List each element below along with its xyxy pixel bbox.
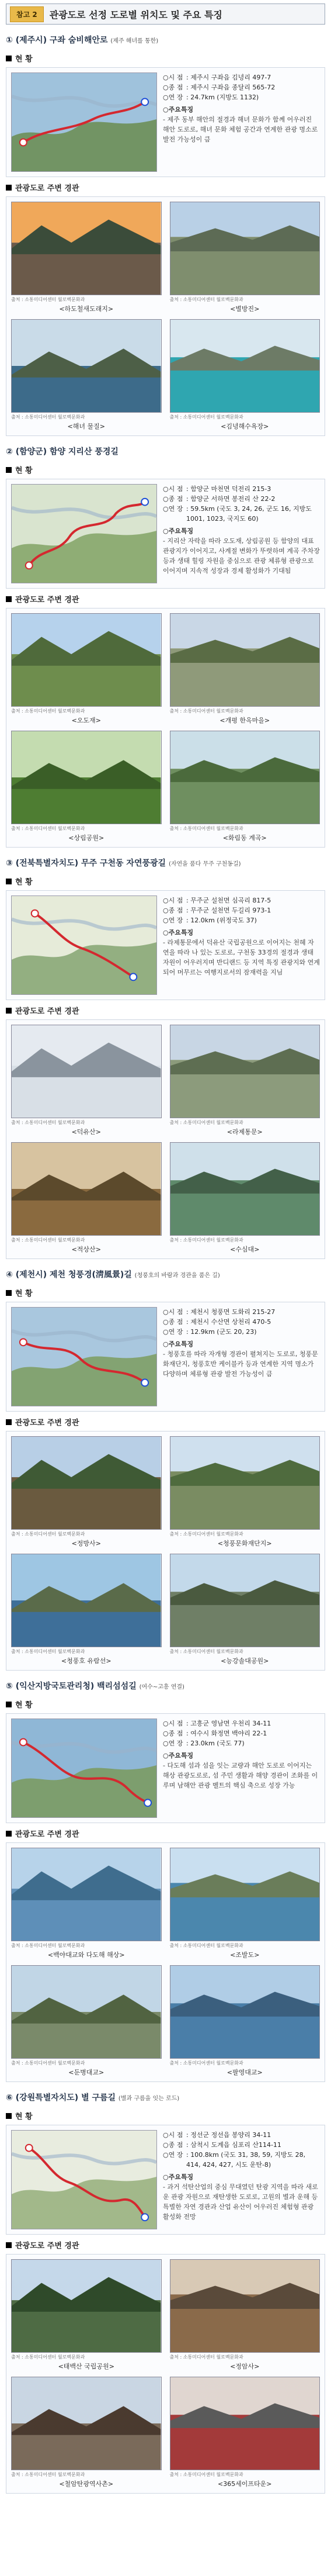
square-bullet-icon (6, 56, 12, 61)
scenery-photo-2: 출처 : 소통미디어센터 월로벡문화과 <정암사> (170, 2259, 320, 2371)
fact-end: ○종 점 : 삼척시 도계읍 심포리 산114-11 (163, 2141, 281, 2149)
fact-end: ○종 점 : 제주시 구좌읍 종달리 565-72 (163, 84, 276, 92)
present-box (6, 67, 325, 177)
photo-caption: <김녕해수욕장> (221, 423, 269, 430)
photo-caption: <조발도> (230, 1951, 260, 1959)
fact-start: ○시 점 : 함양군 마천면 덕전리 215-3 (163, 485, 271, 493)
region-4 (6, 1265, 325, 1671)
photo-image (170, 1965, 320, 2059)
present-heading: 현 황 (6, 464, 325, 475)
features-text: - 청풍호를 따라 자개형 경관이 펼쳐지는 도로로, 청풍문화재단지, 청풍호반 케이블카 등과 연계한 지역 명소가 다양하며 체류형 관광 발전 가능성이 큼 (163, 1350, 318, 1378)
photo-image (170, 1554, 320, 1647)
present-heading: 현 황 (6, 2110, 325, 2121)
region-title: ① (제주시) 구좌 숨비해안로 (제주 해녀를 통한) (6, 36, 159, 45)
photo-caption: <화림동 계곡> (222, 834, 267, 842)
region-title: ⑥ (강원특별자치도) 별 구름길 (별과 구름을 잇는 로드) (6, 2093, 180, 2103)
photo-image (170, 319, 320, 413)
fact-length: ○연 장 : 23.0km (국도 77) (163, 1740, 245, 1748)
photo-caption: <철암탄광역사촌> (59, 2480, 114, 2488)
scenery-photo-4: 출처 : 소통미디어센터 월로벡문화과 <김녕해수욕장> (170, 319, 320, 431)
fact-start: ○시 점 : 무주군 설천면 심곡리 817-5 (163, 897, 271, 904)
scenery-photo-4: 출처 : 소통미디어센터 월로벡문화과 <365세이프타운> (170, 2377, 320, 2488)
features-title: ○주요특징 (163, 1752, 194, 1760)
photo-caption: <덕유산> (71, 1128, 101, 1136)
scenery-photo-4: 출처 : 소통미디어센터 월로벡문화과 <팔영대교> (170, 1965, 320, 2077)
square-bullet-icon (6, 1419, 12, 1425)
square-bullet-icon (6, 2113, 12, 2119)
fact-end: ○종 점 : 함양군 서하면 봉전리 산 22-2 (163, 495, 276, 503)
scenery-gallery (6, 2254, 325, 2494)
route-map-graphic (12, 485, 156, 583)
photo-caption: <정암사> (230, 2363, 260, 2370)
square-bullet-icon (6, 1290, 12, 1296)
scenery-heading: 관광도로 주변 경관 (6, 593, 325, 604)
region-6 (6, 2088, 325, 2494)
fact-start: ○시 점 : 제천시 청풍면 도화리 215-27 (163, 1308, 276, 1316)
scenery-photo-1: 출처 : 소통미디어센터 월로벡문화과 <태백산 국립공원> (11, 2259, 162, 2371)
route-map (11, 2130, 157, 2229)
scenery-photo-3: 출처 : 소통미디어센터 월로벡문화과 <상림공원> (11, 731, 162, 842)
photo-image (170, 2377, 320, 2470)
scenery-gallery (6, 1842, 325, 2082)
scenery-gallery (6, 1019, 325, 1259)
photo-caption: <태백산 국립공원> (58, 2363, 114, 2370)
photo-caption: <팔영대교> (227, 2069, 263, 2076)
square-bullet-icon (6, 1702, 12, 1707)
scenery-gallery (6, 196, 325, 436)
photo-image (11, 202, 162, 295)
route-map-graphic (12, 73, 156, 171)
present-box (6, 1713, 325, 1823)
scenery-photo-1: 출처 : 소통미디어센터 월로벡문화과 <덕유산> (11, 1025, 162, 1136)
photo-caption: <하도철새도래지> (59, 305, 114, 313)
photo-image (170, 1025, 320, 1118)
square-bullet-icon (6, 1008, 12, 1014)
features-title: ○주요특징 (163, 1340, 194, 1348)
route-map (11, 895, 157, 995)
route-facts (163, 72, 320, 172)
scenery-photo-3: 출처 : 소통미디어센터 월로벡문화과 <청풍호 유람선> (11, 1554, 162, 1665)
photo-caption: <수심대> (230, 1246, 260, 1253)
photo-image (11, 319, 162, 413)
photo-image (11, 613, 162, 707)
present-heading: 현 황 (6, 1287, 325, 1298)
scenery-heading: 관광도로 주변 경관 (6, 182, 325, 193)
features-text: - 과거 석탄산업의 중심 무대였던 탄광 지역을 따라 새로운 관광 자원으로 재탄생한 도로로, 고원의 별과 운해 등 특별한 자연 경관과 산업 유산이 어우러진 체험형 관광 활성화 전망 (163, 2183, 318, 2221)
scenery-photo-2: 출처 : 소통미디어센터 월로벡문화과 <별방진> (170, 202, 320, 313)
route-facts (163, 1719, 320, 1818)
photo-caption: <청풍문화재단지> (217, 1540, 272, 1547)
route-map-graphic (12, 1719, 156, 1817)
photo-caption: <별방진> (230, 305, 260, 313)
scenery-photo-3: 출처 : 소통미디어센터 월로벡문화과 <철암탄광역사촌> (11, 2377, 162, 2488)
photo-caption: <상림공원> (68, 834, 104, 842)
route-map (11, 484, 157, 583)
photo-caption: <능강솔대공원> (221, 1657, 269, 1665)
photo-caption: <둔병대교> (68, 2069, 104, 2076)
features-text: - 라제통문에서 덕유산 국립공원으로 이어지는 천혜 자연을 따라 나 있는 도로로, 구천동 33경의 절경과 생태 자원이 어우러지며 반디랜드 등 지역 특징 관광지와 연계되어 머무르는 여행지로서의 잠재력을 지님 (163, 939, 320, 977)
scenery-heading: 관광도로 주변 경관 (6, 1005, 325, 1016)
photo-image (11, 1142, 162, 1236)
features-title: ○주요특징 (163, 929, 194, 937)
features-text: - 지리산 자락을 따라 오도재, 상림공원 등 함양의 대표 관광지가 이어지고, 사계절 변화가 뚜렷하며 계곡 주차장 등과 생태 힐링 자원을 중심으로 관광 체류형 관광으로 이어지며 지속적 성장과 경제 활성화가 기대됨 (163, 537, 320, 575)
photo-caption: <해녀 물질> (67, 423, 105, 430)
photo-image (11, 1848, 162, 1941)
square-bullet-icon (6, 185, 12, 191)
document-title: 관광도로 선정 도로별 위치도 및 주요 특징 (49, 9, 222, 20)
square-bullet-icon (6, 879, 12, 884)
route-map-graphic (12, 1308, 156, 1406)
photo-image (11, 2259, 162, 2353)
fact-length: ○연 장 : 12.9km (군도 20, 23) (163, 1328, 257, 1336)
present-heading: 현 황 (6, 1699, 325, 1710)
present-heading: 현 황 (6, 53, 325, 64)
present-box (6, 1302, 325, 1412)
photo-image (11, 731, 162, 824)
scenery-photo-3: 출처 : 소통미디어센터 월로벡문화과 <적상산> (11, 1142, 162, 1254)
present-box (6, 2125, 325, 2235)
region-title: ④ (제천시) 제천 청풍경(淸風景)길 (청풍호의 바람과 경관을 품은 길) (6, 1270, 220, 1280)
scenery-photo-2: 출처 : 소통미디어센터 월로벡문화과 <라제통문> (170, 1025, 320, 1136)
scenery-heading: 관광도로 주변 경관 (6, 1828, 325, 1839)
route-map (11, 1719, 157, 1818)
scenery-photo-4: 출처 : 소통미디어센터 월로벡문화과 <화림동 계곡> (170, 731, 320, 842)
photo-image (170, 1436, 320, 1530)
route-facts (163, 484, 320, 583)
route-map-graphic (12, 2131, 156, 2229)
document-header (6, 4, 325, 25)
fact-length: ○연 장 : 100.8km (국도 31, 38, 59, 지방도 28, 414, 424, 427, 시도 운탄-8) (163, 2151, 306, 2169)
scenery-photo-4: 출처 : 소통미디어센터 월로벡문화과 <능강솔대공원> (170, 1554, 320, 1665)
photo-caption: <청풍호 유람선> (61, 1657, 112, 1665)
features-title: ○주요특징 (163, 106, 194, 114)
region-1 (6, 30, 325, 436)
scenery-photo-2: 출처 : 소통미디어센터 월로벡문화과 <조발도> (170, 1848, 320, 1959)
fact-end: ○종 점 : 무주군 설천면 두길리 973-1 (163, 907, 271, 915)
features-title: ○주요특징 (163, 527, 194, 535)
route-map-graphic (12, 896, 156, 994)
fact-start: ○시 점 : 제주시 구좌읍 김녕리 497-7 (163, 74, 271, 81)
photo-image (11, 2377, 162, 2470)
route-map (11, 72, 157, 172)
scenery-photo-1: 출처 : 소통미디어센터 월로벡문화과 <백야대교와 다도해 해상> (11, 1848, 162, 1959)
region-5 (6, 1676, 325, 2082)
present-heading: 현 황 (6, 876, 325, 887)
features-text: - 제주 동부 해안의 절경과 해녀 문화가 함께 어우러진 해안 도로로, 해녀 문화 체험 공간과 연계한 관광 명소로 발전 가능성이 큼 (163, 116, 318, 144)
route-map (11, 1307, 157, 1406)
scenery-gallery (6, 608, 325, 848)
fact-end: ○종 점 : 여수시 화정면 백야리 22-1 (163, 1730, 267, 1738)
photo-image (170, 1142, 320, 1236)
photo-caption: <백야대교와 다도해 해상> (47, 1951, 125, 1959)
scenery-photo-1: 출처 : 소통미디어센터 월로벡문화과 <오도재> (11, 613, 162, 725)
square-bullet-icon (6, 2242, 12, 2248)
scenery-heading: 관광도로 주변 경관 (6, 2239, 325, 2250)
photo-caption: <오도재> (71, 717, 101, 724)
region-2 (6, 442, 325, 848)
region-3 (6, 853, 325, 1259)
scenery-photo-4: 출처 : 소통미디어센터 월로벡문화과 <수심대> (170, 1142, 320, 1254)
region-title: ③ (전북특별자치도) 무주 구천동 자연풍광길 (자연을 품다 무주 구천동길) (6, 859, 241, 868)
fact-start: ○시 점 : 고흥군 영남면 우천리 34-11 (163, 1720, 271, 1727)
photo-image (170, 2259, 320, 2353)
fact-start: ○시 점 : 정선군 정선읍 봉양리 34-11 (163, 2131, 271, 2139)
photo-image (170, 202, 320, 295)
region-title: ⑤ (익산지방국토관리청) 백리섬섬길 (여수~고흥 연결) (6, 1682, 184, 1691)
photo-image (11, 1965, 162, 2059)
scenery-gallery (6, 1431, 325, 1671)
features-title: ○주요특징 (163, 2173, 194, 2181)
scenery-photo-1: 출처 : 소통미디어센터 월로벡문화과 <정방사> (11, 1436, 162, 1548)
fact-length: ○연 장 : 12.0km (위정국도 37) (163, 917, 257, 925)
photo-image (11, 1436, 162, 1530)
photo-caption: <적상산> (71, 1246, 101, 1253)
square-bullet-icon (6, 1831, 12, 1837)
photo-image (170, 1848, 320, 1941)
photo-image (170, 731, 320, 824)
route-facts (163, 2130, 320, 2229)
scenery-photo-3: 출처 : 소통미디어센터 월로벡문화과 <둔병대교> (11, 1965, 162, 2077)
scenery-heading: 관광도로 주변 경관 (6, 1416, 325, 1427)
route-facts (163, 1307, 320, 1406)
route-facts (163, 895, 320, 995)
scenery-photo-2: 출처 : 소통미디어센터 월로벡문화과 <청풍문화재단지> (170, 1436, 320, 1548)
scenery-photo-3: 출처 : 소통미디어센터 월로벡문화과 <해녀 물질> (11, 319, 162, 431)
fact-length: ○연 장 : 59.5km (국도 3, 24, 26, 군도 16, 지방도 1001, 1023, 국지도 60) (163, 505, 312, 523)
photo-image (170, 613, 320, 707)
photo-caption: <개평 한옥마을> (219, 717, 270, 724)
features-text: - 다도해 섬과 섬을 잇는 교량과 해안 도로로 이어지는 해상 관광도로로, 섬 주민 생활과 해양 경관이 조화를 이루며 남해안 관광 벨트의 핵심 축으로 성장 가능 (163, 1762, 318, 1790)
scenery-photo-1: 출처 : 소통미디어센터 월로벡문화과 <하도철새도래지> (11, 202, 162, 313)
present-box (6, 890, 325, 1000)
fact-end: ○종 점 : 제천시 수산면 상천리 470-5 (163, 1318, 271, 1326)
present-box (6, 479, 325, 589)
scenery-photo-2: 출처 : 소통미디어센터 월로벡문화과 <개평 한옥마을> (170, 613, 320, 725)
reference-badge: 참고 2 (10, 6, 44, 22)
square-bullet-icon (6, 467, 12, 473)
region-title: ② (함양군) 함양 지리산 풍경길 (6, 447, 119, 457)
photo-caption: <정방사> (71, 1540, 101, 1547)
fact-length: ○연 장 : 24.7km (지방도 1132) (163, 94, 259, 102)
photo-caption: <365세이프타운> (217, 2480, 272, 2488)
photo-image (11, 1025, 162, 1118)
photo-caption: <라제통문> (227, 1128, 263, 1136)
square-bullet-icon (6, 596, 12, 602)
photo-image (11, 1554, 162, 1647)
